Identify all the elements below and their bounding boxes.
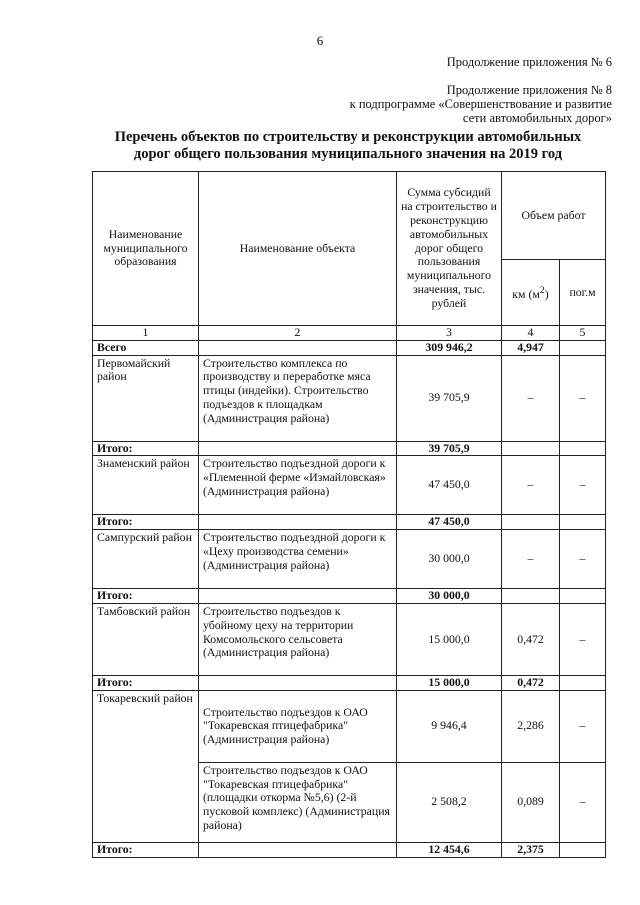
object-name: Строительство подъездной дороги к «Цеху производства семени» (Администрация района) <box>199 530 397 589</box>
continuation-annex-6: Продолжение приложения № 6 <box>446 55 612 69</box>
subtotal-pog <box>560 589 606 604</box>
table-row <box>93 603 606 675</box>
column-index: 4 <box>502 326 560 341</box>
object-pog: – <box>560 762 606 842</box>
subtotal-km <box>502 589 560 604</box>
object-sum: 30 000,0 <box>397 530 502 589</box>
district-name: Сампурский район <box>93 530 199 589</box>
subtotal-label: Итого: <box>93 515 199 530</box>
district-name: Тамбовский район <box>93 603 199 675</box>
object-name: Строительство подъездов к ОАО "Токаревская птицефабрика" (площадки откорма №5,6) (2-й пусковой комплекс) (Администрация района) <box>199 762 397 842</box>
header-km-sup: 2 <box>539 284 545 296</box>
header-row <box>93 172 606 260</box>
district-name: Токаревский район <box>93 690 199 842</box>
grand-total-label: Всего <box>93 340 199 355</box>
header-volume: Объем работ <box>502 172 606 260</box>
column-index: 2 <box>199 326 397 341</box>
subtotal-empty <box>199 515 397 530</box>
continuation-annex-8 <box>350 83 612 125</box>
subtotal-empty <box>199 842 397 857</box>
header-pog: пог.м <box>560 260 606 326</box>
objects-table <box>92 171 606 858</box>
page-number: 6 <box>316 33 324 48</box>
subtotal-label: Итого: <box>93 842 199 857</box>
subtotal-empty <box>199 675 397 690</box>
subtotal-sum: 39 705,9 <box>397 441 502 456</box>
object-name: Строительство подъездов к ОАО "Токаревская птицефабрика" (Администрация района) <box>199 690 397 762</box>
subtotal-label: Итого: <box>93 675 199 690</box>
header-km-close: ) <box>544 286 549 301</box>
column-index: 3 <box>397 326 502 341</box>
object-name: Строительство комплекса по производству и переработке мяса птицы (индейки). Строительство подъездов к площадкам (Администрация района) <box>199 355 397 441</box>
subtotal-pog <box>560 842 606 857</box>
object-sum: 47 450,0 <box>397 456 502 515</box>
object-pog: – <box>560 456 606 515</box>
subtotal-km: 0,472 <box>502 675 560 690</box>
object-km: – <box>502 530 560 589</box>
object-km: – <box>502 355 560 441</box>
grand-total-km: 4,947 <box>502 340 560 355</box>
grand-total-pog <box>560 340 606 355</box>
subtotal-km <box>502 515 560 530</box>
subtotal-row <box>93 675 606 690</box>
subtotal-sum: 47 450,0 <box>397 515 502 530</box>
object-sum: 15 000,0 <box>397 603 502 675</box>
subtotal-sum: 30 000,0 <box>397 589 502 604</box>
object-name: Строительство подъездной дороги к «Племенной ферме «Измайловская» (Администрация района) <box>199 456 397 515</box>
grand-total-sum: 309 946,2 <box>397 340 502 355</box>
subtotal-row <box>93 589 606 604</box>
object-km: 2,286 <box>502 690 560 762</box>
subtotal-km <box>502 441 560 456</box>
subtotal-sum: 15 000,0 <box>397 675 502 690</box>
object-pog: – <box>560 690 606 762</box>
subtotal-row <box>93 441 606 456</box>
subtotal-empty <box>199 441 397 456</box>
object-name: Строительство подъездов к убойному цеху на территории Комсомольского сельсовета (Администрация района) <box>199 603 397 675</box>
column-index: 1 <box>93 326 199 341</box>
subtotal-km: 2,375 <box>502 842 560 857</box>
document-title <box>88 129 608 163</box>
subtotal-sum: 12 454,6 <box>397 842 502 857</box>
document-title-line2: дорог общего пользования муниципального значения на 2019 год <box>133 146 563 162</box>
grand-total-row <box>93 340 606 355</box>
table-row <box>93 456 606 515</box>
header-sum: Сумма субсидий на строительство и реконструкцию автомобильных дорог общего пользования муниципального значения, тыс. рублей <box>397 172 502 326</box>
grand-total-empty <box>199 340 397 355</box>
subtotal-pog <box>560 515 606 530</box>
object-pog: – <box>560 603 606 675</box>
district-name: Знаменский район <box>93 456 199 515</box>
subtotal-empty <box>199 589 397 604</box>
subtotal-row <box>93 842 606 857</box>
object-pog: – <box>560 530 606 589</box>
column-index-row <box>93 326 606 341</box>
subtotal-row <box>93 515 606 530</box>
object-pog: – <box>560 355 606 441</box>
document-title-line1: Перечень объектов по строительству и реконструкции автомобильных <box>114 129 582 145</box>
table-row <box>93 355 606 441</box>
subtotal-label: Итого: <box>93 589 199 604</box>
subtotal-label: Итого: <box>93 441 199 456</box>
table-row <box>93 530 606 589</box>
column-index: 5 <box>560 326 606 341</box>
object-km: – <box>502 456 560 515</box>
header-km <box>502 260 560 326</box>
district-name: Первомайский район <box>93 355 199 441</box>
header-municipality: Наименование муниципального образования <box>93 172 199 326</box>
object-sum: 2 508,2 <box>397 762 502 842</box>
subtotal-pog <box>560 441 606 456</box>
object-km: 0,472 <box>502 603 560 675</box>
continuation-annex-8-line2: к подпрограмме «Совершенствование и развитие <box>349 97 612 111</box>
object-km: 0,089 <box>502 762 560 842</box>
table-row <box>93 690 606 762</box>
object-sum: 39 705,9 <box>397 355 502 441</box>
header-km-unit: км (м <box>512 286 540 301</box>
continuation-annex-8-line3: сети автомобильных дорог» <box>462 111 612 125</box>
object-sum: 9 946,4 <box>397 690 502 762</box>
header-object: Наименование объекта <box>199 172 397 326</box>
subtotal-pog <box>560 675 606 690</box>
continuation-annex-8-line1: Продолжение приложения № 8 <box>446 83 612 97</box>
